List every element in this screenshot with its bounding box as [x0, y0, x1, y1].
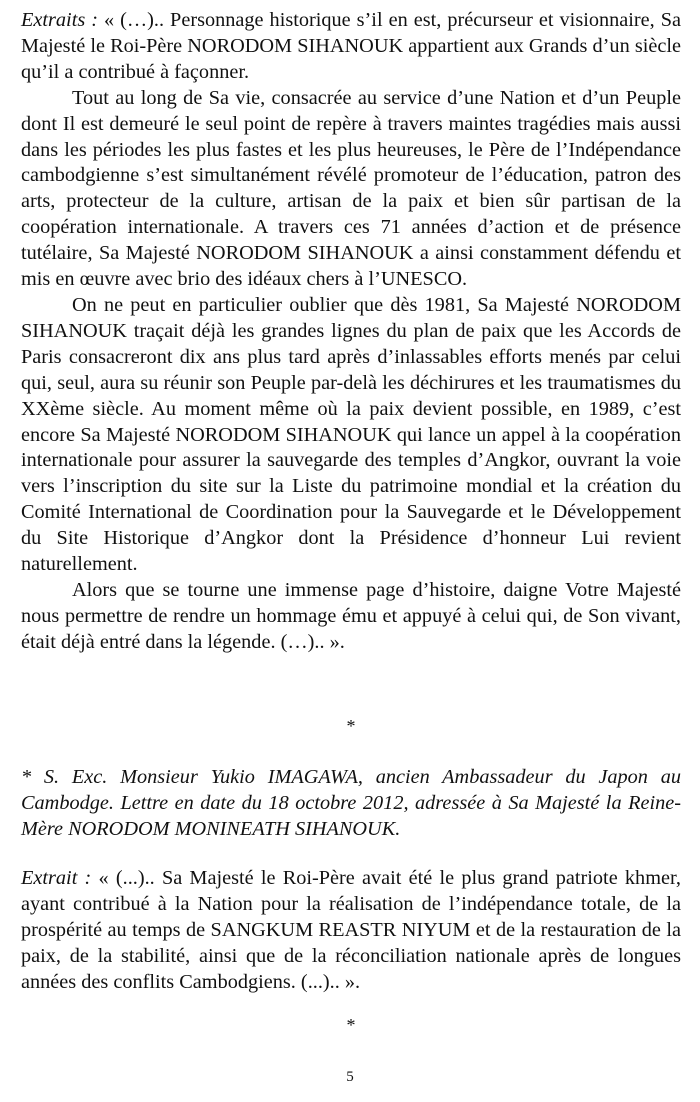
separator-star-2: * [346, 1015, 356, 1035]
extracts-label: Extraits : [21, 9, 98, 31]
extract-label: Extrait : [21, 867, 92, 889]
extract-intro-paragraph [21, 8, 681, 86]
page-number: 5 [346, 1069, 354, 1085]
source-attribution-text: * S. Exc. Monsieur Yukio IMAGAWA, ancien Ambassadeur du Japon au Cambodge. Lettre en date du 18 octobre 2012, adressée à Sa Majesté la Reine-Mère NORODOM MONINEATH SIHANOUK. [21, 766, 681, 840]
paragraph-peace-plan: On ne peut en particulier oublier que dès 1981, Sa Majesté NORODOM SIHANOUK traçait déjà les grandes lignes du plan de paix que les Accords de Paris consacreront dix ans plus tard après d’inlassables efforts menés par celui qui, seul, aura su réunir son Peuple par-delà les déchirures et les traumatismes du XXème siècle. Au moment même où la paix devient possible, en 1989, c’est encore Sa Majesté NORODOM SIHANOUK qui lance un appel à la coopération internationale pour assurer la sauvegarde des temples d’Angkor, ouvrant la voie vers l’inscription du site sur la Liste du patrimoine mondial et la création du Comité International de Coordination pour la Sauvegarde et le Développement du Site Historique d’Angkor dont la Présidence d’honneur Lui revient naturellement. [21, 293, 681, 576]
extract-block-2 [21, 866, 681, 996]
source-attribution [21, 765, 681, 843]
extract-intro-text: « (…).. Personnage historique s’il en est, précurseur et visionnaire, Sa Majesté le Roi-Père NORODOM SIHANOUK appartient aux Grands d’un siècle qu’il a contribué à façonner. [21, 9, 682, 83]
separator-star-1: * [346, 716, 356, 736]
paragraph-life-service: Tout au long de Sa vie, consacrée au service d’une Nation et d’un Peuple dont Il est demeuré le seul point de repère à travers maintes tragédies mais aussi dans les périodes les plus fastes et les plus heureuses, le Père de l’Indépendance cambodgienne s’est simultanément révélé promoteur de l’éducation, patron des arts, protecteur de la culture, artisan de la paix et bien sûr partisan de la coopération internationale. A travers ces 71 années d’action et de présence tutélaire, Sa Majesté NORODOM SIHANOUK a ainsi constamment défendu et mis en œuvre avec brio des idéaux chers à l’UNESCO. [21, 86, 681, 291]
extract-block-1 [21, 8, 681, 656]
paragraph-tribute: Alors que se tourne une immense page d’histoire, daigne Votre Majesté nous permettre de rendre un hommage ému et appuyé à celui qui, de Son vivant, était déjà entré dans la légende. (…).. ». [21, 578, 681, 653]
extract-2-text: « (...).. Sa Majesté le Roi-Père avait été le plus grand patriote khmer, ayant contribué à la Nation pour la réalisation de l’indépendance totale, de la prospérité au temps de SANGKUM REASTR NIYUM et de la restauration de la paix, de la stabilité, ainsi que de la réconciliation nationale après de longues années des conflits Cambodgiens. (...).. ». [21, 867, 681, 993]
extract-2-paragraph [21, 866, 681, 996]
